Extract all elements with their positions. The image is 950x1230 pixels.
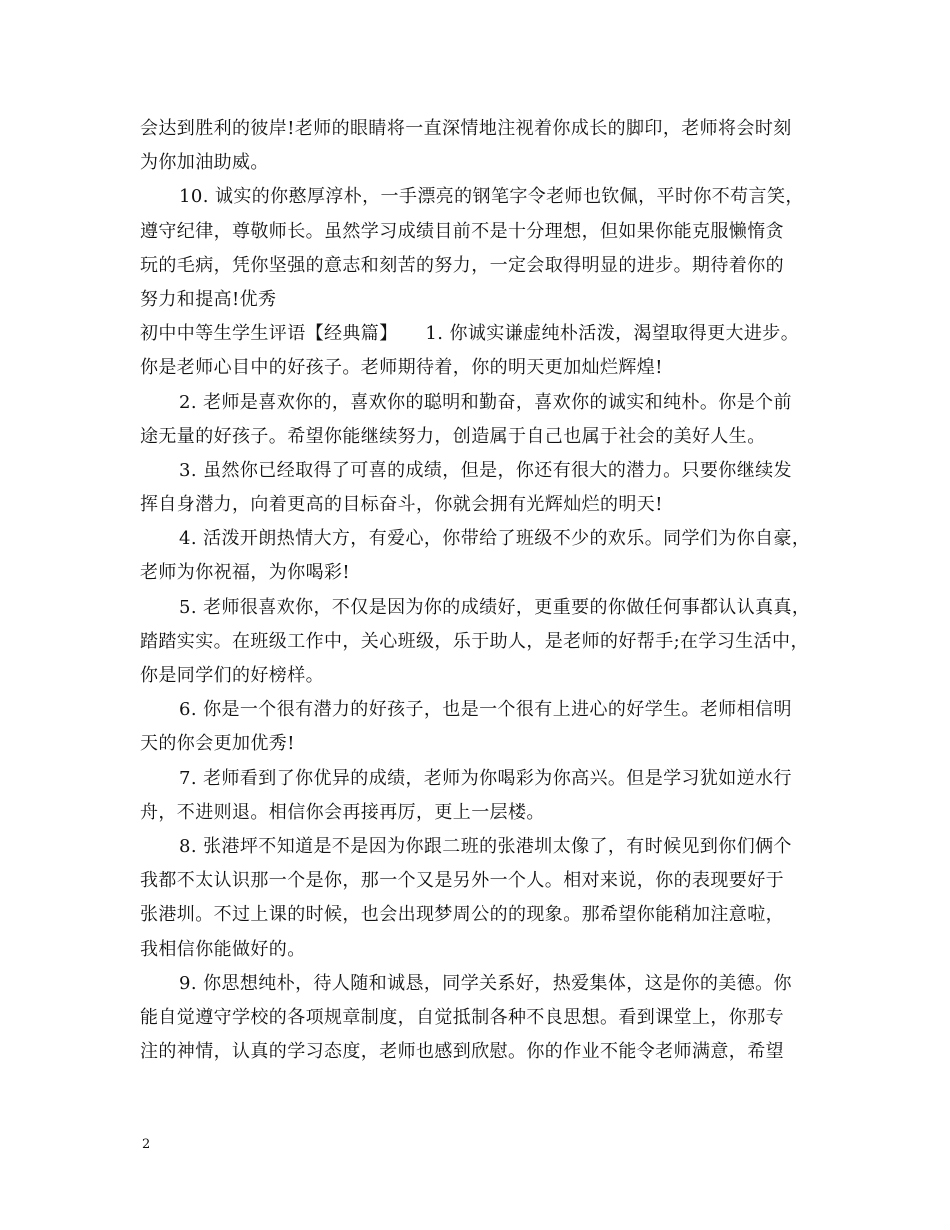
text-line: 踏踏实实。在班级工作中，关心班级，乐于助人，是老师的好帮手;在学习生活中，	[140, 630, 809, 652]
document-body	[140, 112, 830, 1069]
text-line: 注的神情，认真的学习态度，老师也感到欣慰。你的作业不能令老师满意，希望	[140, 1041, 784, 1063]
text-line: 4. 活泼开朗热情大方，有爱心，你带给了班级不少的欢乐。同学们为你自豪，	[179, 528, 811, 550]
text-line: 张港圳。不过上课的时候，也会出现梦周公的的现象。那希望你能稍加注意啦，	[140, 904, 784, 926]
page-number: 2	[142, 1137, 151, 1152]
text-line: 为你加油助威。	[140, 152, 269, 174]
text-line: 8. 张港坪不知道是不是因为你跟二班的张港圳太像了，有时候见到你们俩个	[179, 835, 792, 857]
text-line: 初中中等生学生评语【经典篇】 1. 你诚实谦虚纯朴活泼，渴望取得更大进步。	[140, 323, 800, 345]
text-line: 会达到胜利的彼岸!老师的眼睛将一直深情地注视着你成长的脚印，老师将会时刻	[140, 118, 792, 139]
text-line: 2. 老师是喜欢你的，喜欢你的聪明和勤奋，喜欢你的诚实和纯朴。你是个前	[179, 391, 792, 413]
text-line: 我都不太认识那一个是你，那一个又是另外一个人。相对来说，你的表现要好于	[140, 870, 784, 892]
text-line: 能自觉遵守学校的各项规章制度，自觉抵制各种不良思想。看到课堂上，你那专	[140, 1006, 784, 1028]
text-line: 3. 虽然你已经取得了可喜的成绩，但是，你还有很大的潜力。只要你继续发	[179, 459, 792, 481]
text-line: 舟，不进则退。相信你会再接再厉，更上一层楼。	[140, 801, 545, 823]
text-line: 9. 你思想纯朴，待人随和诚恳，同学关系好，热爱集体，这是你的美德。你	[179, 972, 792, 994]
text-line: 5. 老师很喜欢你，不仅是因为你的成绩好，更重要的你做任何事都认认真真，	[179, 596, 811, 618]
text-line: 你是同学们的好榜样。	[140, 665, 324, 686]
text-line: 挥自身潜力，向着更高的目标奋斗，你就会拥有光辉灿烂的明天!	[140, 494, 663, 516]
text-line: 玩的毛病，凭你坚强的意志和刻苦的努力，一定会取得明显的进步。期待着你的	[140, 254, 784, 276]
text-line: 10. 诚实的你憨厚淳朴，一手漂亮的钢笔字令老师也钦佩，平时你不苟言笑，	[179, 186, 804, 208]
text-line: 天的你会更加优秀!	[140, 733, 295, 755]
text-line: 努力和提高!优秀	[140, 288, 277, 310]
text-line: 你是老师心目中的好孩子。老师期待着，你的明天更加灿烂辉煌!	[140, 357, 663, 379]
text-line: 7. 老师看到了你优异的成绩，老师为你喝彩为你高兴。但是学习犹如逆水行	[179, 767, 792, 789]
text-line: 6. 你是一个很有潜力的好孩子，也是一个很有上进心的好学生。老师相信明	[179, 699, 792, 721]
text-line: 老师为你祝福，为你喝彩!	[140, 562, 351, 584]
text-line: 我相信你能做好的。	[140, 938, 306, 960]
text-line: 遵守纪律，尊敬师长。虽然学习成绩目前不是十分理想，但如果你能克服懒惰贪	[140, 220, 784, 242]
text-line: 途无量的好孩子。希望你能继续努力，创造属于自己也属于社会的美好人生。	[140, 425, 766, 447]
